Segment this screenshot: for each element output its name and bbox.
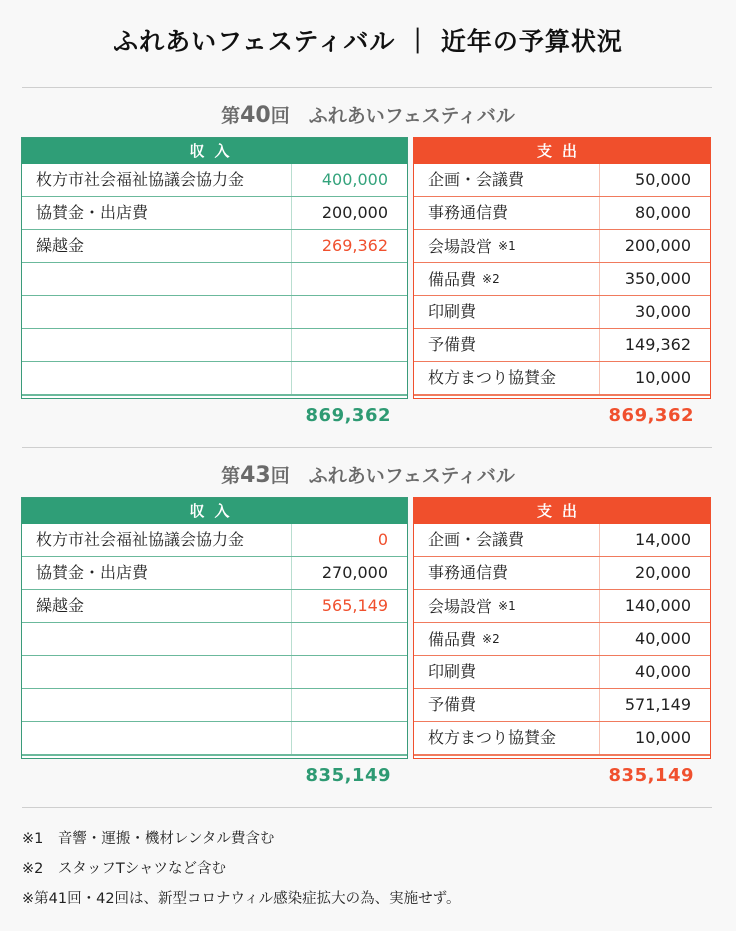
expense-row-value: 40,000 [635,629,691,648]
income-row [22,524,407,557]
income-row-label [22,590,292,622]
expense-row-label [414,296,600,328]
row-label-text: 印刷費 [428,662,477,681]
income-row-label [22,656,292,688]
row-label-text: 事務通信費 [428,563,509,582]
row-label-text: 繰越金 [36,236,85,255]
expense-row-label [414,590,600,622]
expense-row-label [414,656,600,688]
income-row-value [292,362,407,394]
income-row-value [292,296,407,328]
heading-number: 40 [240,103,271,128]
expense-row-value: 350,000 [624,269,691,288]
row-footnote-mark: ※1 [498,599,516,613]
income-row-value: 400,000 [321,170,388,189]
footnote-2: ※2 スタッフTシャツなど含む [22,861,226,877]
expense-row [414,329,710,362]
income-row-label [22,296,292,328]
expense-row [414,656,710,689]
expense-header: 支出 [414,138,710,164]
income-row-label [22,722,292,754]
expense-row-value: 20,000 [635,563,691,582]
income-row-value: 270,000 [321,563,388,582]
expense-table [413,137,711,399]
income-row [22,722,407,755]
heading-suffix: 回 ふれあいフェスティバル [270,105,515,127]
income-row [22,689,407,722]
income-row-label [22,623,292,655]
expense-rows [414,524,710,755]
income-total: 835,149 [305,765,391,786]
row-label-text: 予備費 [428,335,477,354]
income-row [22,296,407,329]
row-label-text: 印刷費 [428,302,477,321]
heading-prefix: 第 [221,465,241,487]
income-row-value [292,656,407,688]
expense-header: 支出 [414,498,710,524]
income-row [22,329,407,362]
row-label-text: 枚方市社会福祉協議会協力金 [36,170,245,189]
income-row-label [22,362,292,394]
expense-row-value: 80,000 [635,203,691,222]
expense-row-label [414,557,600,589]
expense-row [414,263,710,296]
row-footnote-mark: ※1 [498,239,516,253]
row-label-text: 協賛金・出店費 [36,203,149,222]
income-row-label [22,329,292,361]
expense-row [414,524,710,557]
income-table [21,137,408,399]
income-row [22,557,407,590]
income-row-label [22,164,292,196]
income-row-value [292,623,407,655]
expense-row [414,590,710,623]
expense-row-label [414,263,600,295]
expense-row [414,623,710,656]
expense-row-value: 200,000 [624,236,691,255]
income-row [22,230,407,263]
section-heading-40 [0,101,736,128]
expense-row-label [414,362,600,394]
income-row [22,362,407,395]
income-row [22,263,407,296]
income-row-label [22,230,292,262]
row-label-text: 企画・会議費 [428,530,525,549]
income-row [22,197,407,230]
income-row-value [292,689,407,721]
row-label-text: 枚方市社会福祉協議会協力金 [36,530,245,549]
expense-rows [414,164,710,395]
section-heading-43 [0,461,736,488]
row-label-text: 会場設営 [428,237,493,256]
expense-row-value: 14,000 [635,530,691,549]
row-label-text: 繰越金 [36,596,85,615]
expense-row [414,197,710,230]
page-title: ふれあいフェスティバル ｜ 近年の予算状況 [113,27,623,56]
divider [22,447,712,448]
expense-row [414,230,710,263]
row-label-text: 企画・会議費 [428,170,525,189]
income-row [22,590,407,623]
expense-row-label [414,689,600,721]
income-rows [22,524,407,755]
row-label-text: 枚方まつり協賛金 [428,728,557,747]
income-row-value [292,329,407,361]
expense-row [414,164,710,197]
income-row-label [22,263,292,295]
expense-table [413,497,711,759]
expense-row-value: 40,000 [635,662,691,681]
expense-row [414,722,710,755]
income-row-value [292,722,407,754]
heading-number: 43 [240,463,271,488]
expense-row [414,557,710,590]
income-header: 収入 [22,498,407,524]
row-footnote-mark: ※2 [482,272,500,286]
expense-row-label [414,230,600,262]
row-label-text: 協賛金・出店費 [36,563,149,582]
row-footnote-mark: ※2 [482,632,500,646]
income-row-label [22,524,292,556]
income-total: 869,362 [305,405,391,426]
income-row-label [22,197,292,229]
row-label-text: 備品費 [428,630,477,649]
row-label-text: 備品費 [428,270,477,289]
expense-row-value: 10,000 [635,368,691,387]
divider [22,807,712,808]
divider [22,87,712,88]
income-row-value: 565,149 [321,596,388,615]
income-header: 収入 [22,138,407,164]
heading-prefix: 第 [221,105,241,127]
expense-row-value: 571,149 [624,695,691,714]
expense-total: 869,362 [608,405,694,426]
expense-row-value: 50,000 [635,170,691,189]
expense-row-value: 10,000 [635,728,691,747]
income-row [22,623,407,656]
expense-row-label [414,524,600,556]
income-row [22,656,407,689]
income-row [22,164,407,197]
expense-row-label [414,329,600,361]
row-label-text: 枚方まつり協賛金 [428,368,557,387]
footnote-1: ※1 音響・運搬・機材レンタル費含む [22,831,275,847]
income-row-label [22,689,292,721]
income-row-value: 269,362 [321,236,388,255]
row-label-text: 予備費 [428,695,477,714]
expense-row [414,296,710,329]
expense-row-label [414,722,600,754]
income-row-value: 200,000 [321,203,388,222]
income-row-value [292,263,407,295]
expense-row [414,362,710,395]
expense-row-label [414,623,600,655]
footnotes [22,828,461,918]
expense-row-label [414,197,600,229]
expense-row-label [414,164,600,196]
income-table [21,497,408,759]
heading-suffix: 回 ふれあいフェスティバル [270,465,515,487]
expense-total: 835,149 [608,765,694,786]
expense-row-value: 140,000 [624,596,691,615]
expense-row-value: 30,000 [635,302,691,321]
income-row-value: 0 [377,530,388,549]
row-label-text: 事務通信費 [428,203,509,222]
footnote-3: ※第41回・42回は、新型コロナウィル感染症拡大の為、実施せず。 [22,891,461,907]
income-rows [22,164,407,395]
row-label-text: 会場設営 [428,597,493,616]
expense-row [414,689,710,722]
expense-row-value: 149,362 [624,335,691,354]
income-row-label [22,557,292,589]
